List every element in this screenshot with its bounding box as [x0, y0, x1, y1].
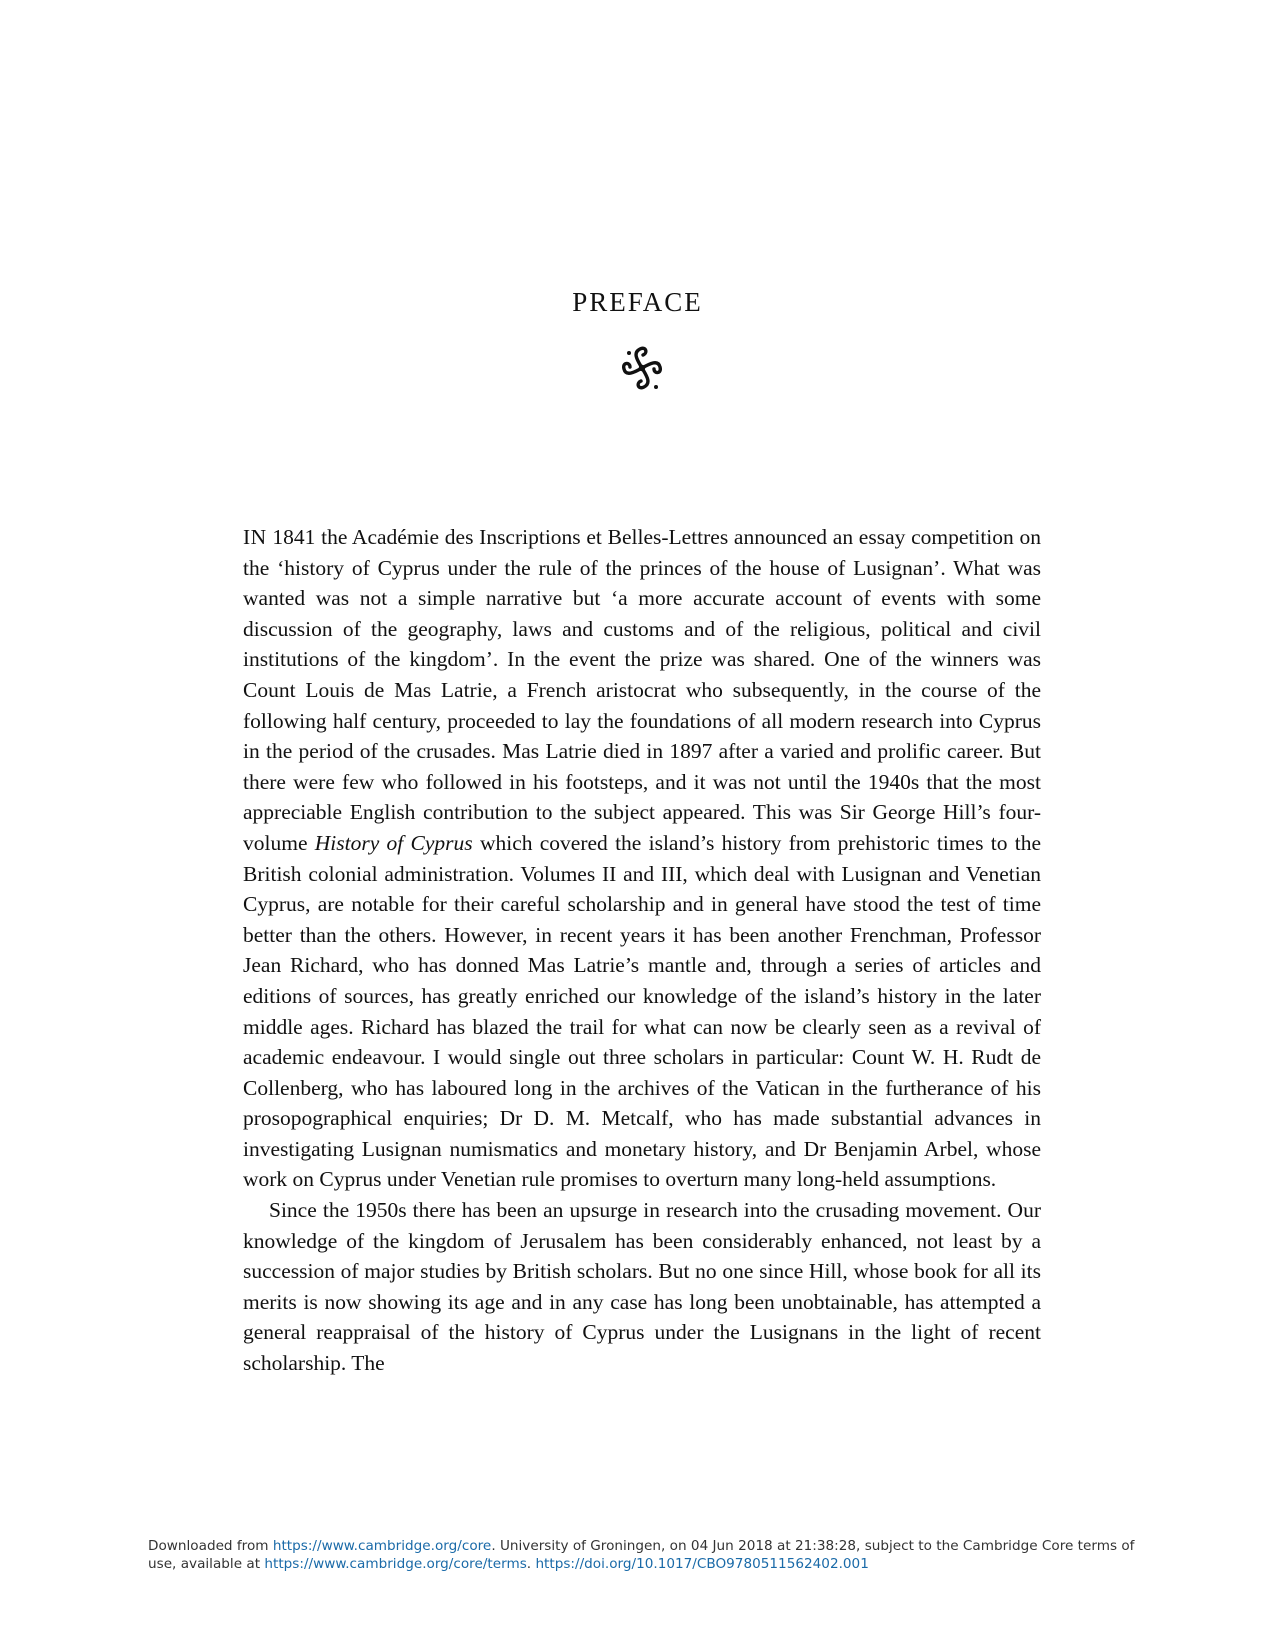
- footer-separator: .: [526, 1556, 536, 1572]
- preface-body: [243, 522, 1041, 1379]
- book-title-italic: History of Cyprus: [314, 830, 473, 855]
- paragraph-1-text: 1841 the Académie des Inscriptions et Belles-Lettres announced an essay competition on the ‘history of Cyprus under the rule of the princes of the house of Lusignan’. What was wanted was not a simple narrative but ‘a more accurate account of events with some discussion of the geography, laws and customs and of the religious, political and civil institutions of the kingdom’. In the event the prize was shared. One of the winners was Count Louis de Mas Latrie, a French aristocrat who subsequently, in the course of the following half century, proceeded to lay the foundations of all modern research into Cyprus in the period of the crusades. Mas Latrie died in 1897 after a varied and prolific career. But there were few who followed in his footsteps, and it was not until the 1940s that the most appreciable English contribution to the subject appeared. This was Sir George Hill’s four-volume: [243, 525, 1041, 855]
- page-title: PREFACE: [572, 287, 703, 317]
- paragraph-1: [243, 522, 1041, 1195]
- paragraph-2: Since the 1950s there has been an upsurge in research into the crusading movement. Our knowledge of the kingdom of Jerusalem has been considerably enhanced, not least by a succession of major studies by British scholars. But no one since Hill, whose book for all its merits is now showing its age and in any case has long been unobtainable, has attempted a general reappraisal of the history of Cyprus under the Lusignans in the light of recent scholarship. The: [243, 1198, 1041, 1376]
- doi-link[interactable]: https://doi.org/10.1017/CBO9780511562402.001: [535, 1556, 869, 1572]
- cambridge-core-link[interactable]: https://www.cambridge.org/core: [272, 1538, 492, 1554]
- footer-prefix: Downloaded from: [148, 1538, 273, 1554]
- download-footer: [148, 1537, 1148, 1573]
- terms-link[interactable]: https://www.cambridge.org/core/terms: [264, 1556, 527, 1572]
- paragraph-1-continued: which covered the island’s history from prehistoric times to the British colonial administration. Volumes II and III, which deal with Lusignan and Venetian Cyprus, are notable for their careful scholarship and in general have stood the test of time better than the others. However, in recent years it has been another Frenchman, Professor Jean Richard, who has donned Mas Latrie’s mantle and, through a series of articles and editions of sources, has greatly enriched our knowledge of the island’s history in the later middle ages. Richard has blazed the trail for what can now be clearly seen as a revival of academic endeavour. I would single out three scholars in particular: Count W. H. Rudt de Collenberg, who has laboured long in the archives of the Vatican in the furtherance of his prosopographical enquiries; Dr D. M. Metcalf, who has made substantial advances in investigating Lusignan numismatics and monetary history, and Dr Benjamin Arbel, whose work on Cyprus under Venetian rule promises to overturn many long-held assumptions.: [243, 830, 1041, 1192]
- drop-lead-word: IN: [243, 525, 267, 549]
- fleuron-ornament-icon: [618, 343, 666, 393]
- footer-middle: . University of Groningen, on 04 Jun 2018 at 21:38:28, subject to the Cambridge Core terms of use, available at: [148, 1538, 1135, 1572]
